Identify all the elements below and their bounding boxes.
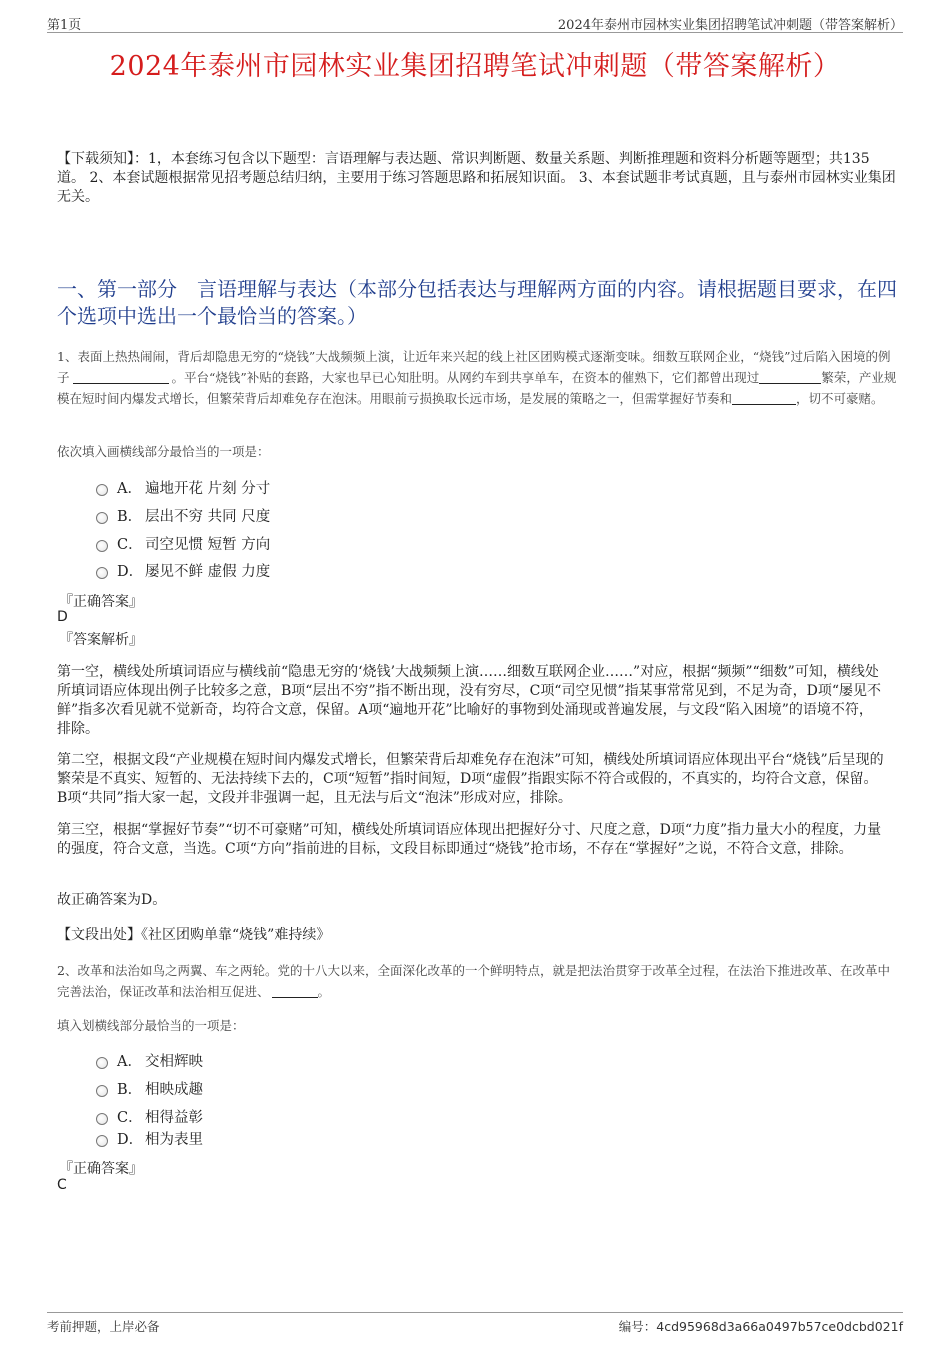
correct-answer-label: 『正确答案』 [59,1161,143,1177]
blank-line [272,983,318,998]
footer-code: 编号：4cd95968d3a66a0497b57ce0dcbd021f [618,1319,903,1334]
question-1-option-d[interactable]: D． 屡见不鲜 虚假 力度 [96,560,270,581]
question-1-option-a[interactable]: A． 遍地开花 片刻 分寸 [96,477,270,498]
page-number: 第1页 [47,18,82,33]
radio-button[interactable] [96,567,108,579]
section-heading: 一、第一部分 言语理解与表达（本部分包括表达与理解两方面的内容。请根据题目要求，在四个选项中选出一个最恰当的答案。） [57,277,897,328]
radio-button[interactable] [96,1113,108,1125]
question-2-option-b[interactable]: B． 相映成趣 [96,1078,203,1099]
question-2-option-d[interactable]: D． 相为表里 [96,1128,203,1149]
blank-line [759,369,821,384]
radio-button[interactable] [96,1057,108,1069]
correct-answer: D [57,609,68,625]
question-1-instruction: 依次填入画横线部分最恰当的一项是： [57,444,270,459]
analysis-conclusion: 故正确答案为D。 [57,892,167,908]
question-2-instruction: 填入划横线部分最恰当的一项是： [57,1018,245,1033]
question-2-option-a[interactable]: A． 交相辉映 [96,1050,203,1071]
analysis-paragraph: 第二空，根据文段“产业规模在短时间内爆发式增长，但繁荣背后却难免存在泡沫”可知，横线处所填词语应体现出平台“烧钱”后呈现的繁荣是不真实、短暂的、无法持续下去的，C项“短暂”指时间短，D项“虚假”指跟实际不符合或假的，不真实的，均符合文意，保留。B项“共同”指大家一起，文段并非强调一起，且无法与后文“泡沫”形成对应，排除。 [57,752,884,806]
radio-button[interactable] [96,512,108,524]
blank-line [73,369,169,384]
question-1-option-c[interactable]: C． 司空见惯 短暂 方向 [96,533,270,554]
blank-line [732,390,796,405]
correct-answer-label: 『正确答案』 [59,594,143,610]
correct-answer: C [57,1177,67,1193]
question-1-option-b[interactable]: B． 层出不穷 共同 尺度 [96,505,270,526]
source-citation: 【文段出处】《社区团购单靠“烧钱”难持续》 [57,927,331,943]
page-header [47,12,903,33]
question-1-stem: 1、表面上热热闹闹，背后却隐患无穷的“烧钱”大战频频上演，让近年来兴起的线上社区团购模式逐渐变味。细数互联网企业，“烧钱”过后陷入困境的例子 。平台“烧钱”补贴的套路，大家也早已心知肚明。从网约车到共享单车，在资本的催熟下，它们都曾出现过 繁荣，产业规模在短时间内爆发式增长，但繁荣背后却难免存在泡沫。用眼前亏损换取长远市场，是发展的策略之一，但需掌握好节奏和 ，切不可豪赌。 [57,349,897,406]
question-2-stem: 2、改革和法治如鸟之两翼、车之两轮。党的十八大以来，全面深化改革的一个鲜明特点，就是把法治贯穿于改革全过程，在法治下推进改革、在改革中完善法治，保证改革和法治相互促进、 。 [57,963,890,999]
footer-slogan: 考前押题，上岸必备 [47,1319,160,1334]
analysis-paragraph: 第一空，横线处所填词语应与横线前“隐患无穷的‘烧钱’大战频频上演……细数互联网企业……”对应，根据“频频”“细数”可知，横线处所填词语应体现出例子比较多之意，B项“层出不穷”指不断出现，没有穷尽，C项“司空见惯”指某事常常见到，不足为奇，D项“屡见不鲜”指多次看见就不觉新奇，均符合文意，保留。A项“遍地开花”比喻好的事物到处涌现或普遍发展，与文段“陷入困境”的语境不符，排除。 [57,664,882,737]
radio-button[interactable] [96,540,108,552]
download-notice: 【下载须知】：1，本套练习包含以下题型：言语理解与表达题、常识判断题、数量关系题、判断推理题和资料分析题等题型；共135道。 2、本套试题根据常见招考题总结归纳，主要用于练习答题思路和拓展知识面。 3、本套试题非考试真题，且与泰州市园林实业集团无关。 [57,151,896,205]
document-title: 2024年泰州市园林实业集团招聘笔试冲刺题（带答案解析） [109,51,841,82]
question-2-option-c[interactable]: C． 相得益彰 [96,1106,203,1127]
radio-button[interactable] [96,1085,108,1097]
header-doc-title: 2024年泰州市园林实业集团招聘笔试冲刺题（带答案解析） [557,18,903,33]
page-footer [47,1312,903,1335]
radio-button[interactable] [96,1135,108,1147]
analysis-label: 『答案解析』 [59,632,143,648]
analysis-paragraph: 第三空，根据“掌握好节奏”“切不可豪赌”可知，横线处所填词语应体现出把握好分寸、尺度之意，D项“力度”指力量大小的程度，力量的强度，符合文意，当选。C项“方向”指前进的目标，文段目标即通过“烧钱”抢市场，不存在“掌握好”之说，不符合文意，排除。 [57,822,882,857]
radio-button[interactable] [96,484,108,496]
